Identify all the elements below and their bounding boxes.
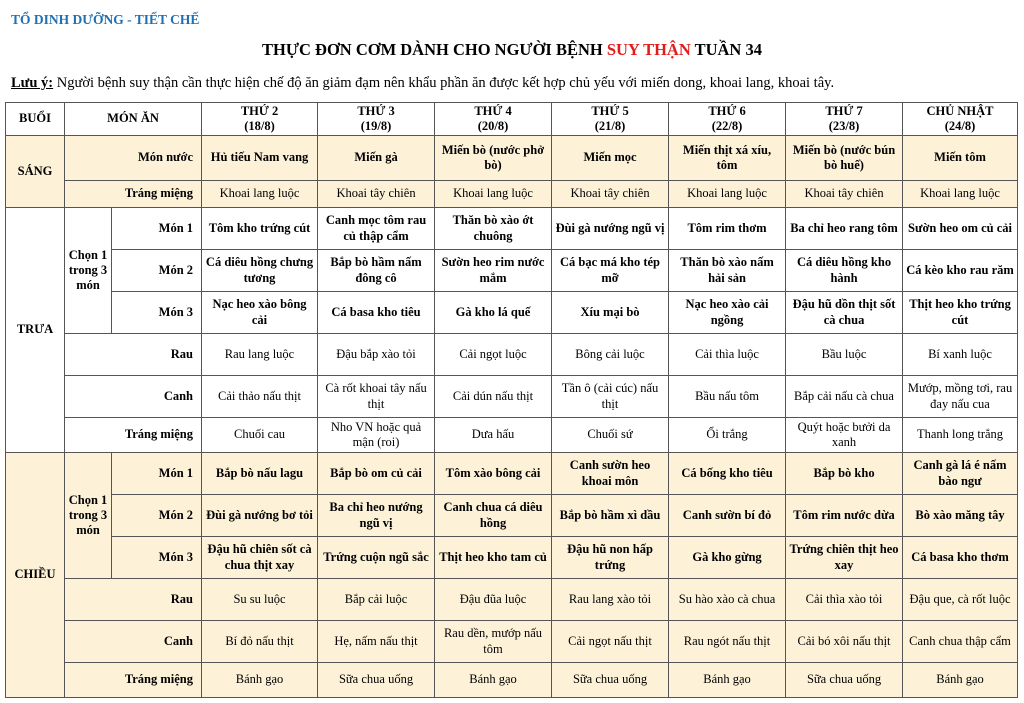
chieu-choice-0-day-7: Bắp bò kho bbox=[786, 453, 903, 495]
dish-label: Tráng miệng bbox=[65, 418, 202, 453]
trua-extra-0-day-3: Đậu bắp xào tỏi bbox=[318, 334, 435, 376]
dish-label: Rau bbox=[65, 579, 202, 621]
choice-label: Món 1 bbox=[112, 208, 202, 250]
trua-extra-1-day-5: Tần ô (cải cúc) nấu thịt bbox=[552, 376, 669, 418]
chieu-choice-1-day-6: Canh sườn bí đỏ bbox=[669, 495, 786, 537]
trua-extra-0-day-8: Bí xanh luộc bbox=[903, 334, 1018, 376]
chieu-extra-1-day-8: Canh chua thập cẩm bbox=[903, 621, 1018, 663]
sang-1-day-7: Khoai tây chiên bbox=[786, 181, 903, 208]
note-text: Người bệnh suy thận cần thực hiện chế độ ăn giảm đạm nên khẩu phần ăn được kết hợp chủ yếu với miến dong, khoai lang, khoai tây. bbox=[53, 75, 835, 91]
note bbox=[11, 75, 834, 92]
sang-row bbox=[6, 136, 1018, 181]
day-name: CHỦ NHẬT bbox=[926, 103, 994, 118]
chieu-choice-2-day-6: Gà kho gừng bbox=[669, 537, 786, 579]
dish-label: Rau bbox=[65, 334, 202, 376]
chieu-extra-1-day-3: Hẹ, nấm nấu thịt bbox=[318, 621, 435, 663]
page-title bbox=[0, 40, 1024, 60]
chieu-extra-row bbox=[6, 621, 1018, 663]
chieu-choice-2-day-8: Cá basa kho thơm bbox=[903, 537, 1018, 579]
meal-label-sang: SÁNG bbox=[6, 136, 65, 208]
note-label: Lưu ý: bbox=[11, 75, 54, 91]
chieu-choice-1-day-2: Đùi gà nướng bơ tỏi bbox=[202, 495, 318, 537]
trua-extra-2-day-5: Chuối sứ bbox=[552, 418, 669, 453]
chieu-extra-2-day-2: Bánh gạo bbox=[202, 663, 318, 698]
trua-choice-1-day-4: Sườn heo rim nước mắm bbox=[435, 250, 552, 292]
sang-0-day-8: Miến tôm bbox=[903, 136, 1018, 181]
chieu-extra-0-day-5: Rau lang xào tỏi bbox=[552, 579, 669, 621]
trua-extra-row bbox=[6, 376, 1018, 418]
day-name: THỨ 4 bbox=[474, 103, 512, 118]
trua-extra-2-day-3: Nho VN hoặc quả mận (roi) bbox=[318, 418, 435, 453]
trua-extra-0-day-7: Bầu luộc bbox=[786, 334, 903, 376]
chieu-choice-1-day-4: Canh chua cá diêu hồng bbox=[435, 495, 552, 537]
day-date: (19/8) bbox=[360, 119, 392, 133]
sang-1-day-6: Khoai lang luộc bbox=[669, 181, 786, 208]
choice-label: Món 3 bbox=[112, 537, 202, 579]
chieu-extra-0-day-6: Su hào xào cà chua bbox=[669, 579, 786, 621]
trua-extra-1-day-2: Cải thảo nấu thịt bbox=[202, 376, 318, 418]
trua-extra-0-day-4: Cải ngọt luộc bbox=[435, 334, 552, 376]
trua-extra-0-day-5: Bông cải luộc bbox=[552, 334, 669, 376]
title-main: THỰC ĐƠN CƠM DÀNH CHO NGƯỜI BỆNH bbox=[262, 40, 603, 59]
day-date: (22/8) bbox=[711, 119, 743, 133]
chieu-choice-row bbox=[6, 495, 1018, 537]
trua-choice-0-day-4: Thăn bò xào ớt chuông bbox=[435, 208, 552, 250]
trua-choice-2-day-3: Cá basa kho tiêu bbox=[318, 292, 435, 334]
chieu-extra-0-day-8: Đậu que, cà rốt luộc bbox=[903, 579, 1018, 621]
choice-label: Món 3 bbox=[112, 292, 202, 334]
chieu-extra-0-day-2: Su su luộc bbox=[202, 579, 318, 621]
trua-choice-0-day-2: Tôm kho trứng cút bbox=[202, 208, 318, 250]
trua-choice-0-day-3: Canh mọc tôm rau củ thập cẩm bbox=[318, 208, 435, 250]
chieu-choice-2-day-3: Trứng cuộn ngũ sắc bbox=[318, 537, 435, 579]
dish-label: Tráng miệng bbox=[65, 663, 202, 698]
menu-table bbox=[5, 102, 1018, 698]
chieu-choice-0-day-5: Canh sườn heo khoai môn bbox=[552, 453, 669, 495]
chieu-extra-2-day-8: Bánh gạo bbox=[903, 663, 1018, 698]
chieu-choice-0-day-8: Canh gà lá é nấm bào ngư bbox=[903, 453, 1018, 495]
day-date: (20/8) bbox=[477, 119, 509, 133]
trua-choice-2-day-6: Nạc heo xào cải ngồng bbox=[669, 292, 786, 334]
trua-extra-2-day-6: Ổi trắng bbox=[669, 418, 786, 453]
trua-choice-row bbox=[6, 292, 1018, 334]
chieu-choice-1-day-3: Ba chỉ heo nướng ngũ vị bbox=[318, 495, 435, 537]
sang-1-day-4: Khoai lang luộc bbox=[435, 181, 552, 208]
header-day-3 bbox=[318, 103, 435, 136]
header-meal: BUỔI bbox=[6, 103, 65, 136]
chieu-choice-0-day-2: Bắp bò nấu lagu bbox=[202, 453, 318, 495]
chieu-extra-2-day-5: Sữa chua uống bbox=[552, 663, 669, 698]
chieu-extra-0-day-3: Bắp cải luộc bbox=[318, 579, 435, 621]
trua-extra-1-day-4: Cải dún nấu thịt bbox=[435, 376, 552, 418]
header-day-2 bbox=[202, 103, 318, 136]
trua-extra-1-day-6: Bầu nấu tôm bbox=[669, 376, 786, 418]
sang-1-day-5: Khoai tây chiên bbox=[552, 181, 669, 208]
trua-choice-2-day-7: Đậu hũ dồn thịt sốt cà chua bbox=[786, 292, 903, 334]
chieu-extra-2-day-3: Sữa chua uống bbox=[318, 663, 435, 698]
chieu-extra-row bbox=[6, 663, 1018, 698]
chieu-extra-1-day-2: Bí đỏ nấu thịt bbox=[202, 621, 318, 663]
trua-choice-row bbox=[6, 208, 1018, 250]
trua-extra-0-day-2: Rau lang luộc bbox=[202, 334, 318, 376]
sang-0-day-3: Miến gà bbox=[318, 136, 435, 181]
chieu-choice-1-day-8: Bò xào măng tây bbox=[903, 495, 1018, 537]
meal-label-trua: TRƯA bbox=[6, 208, 65, 453]
chieu-extra-row bbox=[6, 579, 1018, 621]
sang-1-day-3: Khoai tây chiên bbox=[318, 181, 435, 208]
dish-label: Tráng miệng bbox=[65, 181, 202, 208]
chieu-extra-1-day-5: Cải ngọt nấu thịt bbox=[552, 621, 669, 663]
trua-choice-1-day-7: Cá diêu hồng kho hành bbox=[786, 250, 903, 292]
day-date: (24/8) bbox=[944, 119, 976, 133]
chieu-extra-2-day-7: Sữa chua uống bbox=[786, 663, 903, 698]
title-highlight: SUY THẬN bbox=[606, 40, 691, 59]
chieu-extra-0-day-7: Cải thìa xào tỏi bbox=[786, 579, 903, 621]
trua-extra-2-day-7: Quýt hoặc bưởi da xanh bbox=[786, 418, 903, 453]
day-date: (21/8) bbox=[594, 119, 626, 133]
meal-label-chieu: CHIỀU bbox=[6, 453, 65, 698]
choice-label: Món 1 bbox=[112, 453, 202, 495]
trua-extra-1-day-7: Bắp cải nấu cà chua bbox=[786, 376, 903, 418]
sang-0-day-5: Miến mọc bbox=[552, 136, 669, 181]
trua-extra-row bbox=[6, 334, 1018, 376]
sang-0-day-4: Miến bò (nước phở bò) bbox=[435, 136, 552, 181]
trua-choice-0-day-8: Sườn heo om củ cải bbox=[903, 208, 1018, 250]
trua-choice-2-day-2: Nạc heo xào bông cải bbox=[202, 292, 318, 334]
chieu-extra-0-day-4: Đậu đũa luộc bbox=[435, 579, 552, 621]
sang-row bbox=[6, 181, 1018, 208]
chieu-choice-0-day-4: Tôm xào bông cải bbox=[435, 453, 552, 495]
chieu-choice-2-day-7: Trứng chiên thịt heo xay bbox=[786, 537, 903, 579]
chieu-extra-1-day-7: Cải bó xôi nấu thịt bbox=[786, 621, 903, 663]
header-day-5 bbox=[552, 103, 669, 136]
trua-choice-0-day-5: Đùi gà nướng ngũ vị bbox=[552, 208, 669, 250]
chieu-choice-row bbox=[6, 453, 1018, 495]
chieu-extra-2-day-4: Bánh gạo bbox=[435, 663, 552, 698]
header-day-4 bbox=[435, 103, 552, 136]
trua-choice-0-day-7: Ba chỉ heo rang tôm bbox=[786, 208, 903, 250]
chieu-choice-2-day-4: Thịt heo kho tam củ bbox=[435, 537, 552, 579]
trua-choice-0-day-6: Tôm rim thơm bbox=[669, 208, 786, 250]
day-name: THỨ 5 bbox=[591, 103, 629, 118]
sang-0-day-6: Miến thịt xá xíu, tôm bbox=[669, 136, 786, 181]
trua-extra-2-day-8: Thanh long trắng bbox=[903, 418, 1018, 453]
chieu-choice-row bbox=[6, 537, 1018, 579]
chieu-choice-2-day-2: Đậu hũ chiên sốt cà chua thịt xay bbox=[202, 537, 318, 579]
chieu-choice-0-day-3: Bắp bò om củ cải bbox=[318, 453, 435, 495]
trua-extra-0-day-6: Cải thìa luộc bbox=[669, 334, 786, 376]
department-name: TỔ DINH DƯỠNG - TIẾT CHẾ bbox=[11, 12, 200, 27]
trua-choice-1-day-5: Cá bạc má kho tép mỡ bbox=[552, 250, 669, 292]
title-week: TUẦN 34 bbox=[694, 40, 762, 59]
chieu-extra-2-day-6: Bánh gạo bbox=[669, 663, 786, 698]
header-day-6 bbox=[669, 103, 786, 136]
trua-choice-1-day-3: Bắp bò hầm nấm đông cô bbox=[318, 250, 435, 292]
dish-label: Món nước bbox=[65, 136, 202, 181]
trua-extra-1-day-3: Cà rốt khoai tây nấu thịt bbox=[318, 376, 435, 418]
chieu-extra-1-day-6: Rau ngót nấu thịt bbox=[669, 621, 786, 663]
sang-0-day-7: Miến bò (nước bún bò huế) bbox=[786, 136, 903, 181]
header-row bbox=[6, 103, 1018, 136]
choose-one-note: Chọn 1 trong 3 món bbox=[65, 208, 112, 334]
day-name: THỨ 3 bbox=[357, 103, 395, 118]
chieu-choice-0-day-6: Cá bống kho tiêu bbox=[669, 453, 786, 495]
dish-label: Canh bbox=[65, 376, 202, 418]
day-name: THỨ 6 bbox=[708, 103, 746, 118]
choose-one-note: Chọn 1 trong 3 món bbox=[65, 453, 112, 579]
trua-choice-1-day-6: Thăn bò xào nấm hải sản bbox=[669, 250, 786, 292]
chieu-choice-1-day-5: Bắp bò hầm xì dầu bbox=[552, 495, 669, 537]
trua-choice-2-day-5: Xíu mại bò bbox=[552, 292, 669, 334]
chieu-choice-2-day-5: Đậu hũ non hấp trứng bbox=[552, 537, 669, 579]
trua-choice-2-day-8: Thịt heo kho trứng cút bbox=[903, 292, 1018, 334]
chieu-choice-1-day-7: Tôm rim nước dừa bbox=[786, 495, 903, 537]
trua-extra-2-day-2: Chuối cau bbox=[202, 418, 318, 453]
trua-extra-row bbox=[6, 418, 1018, 453]
day-name: THỨ 7 bbox=[825, 103, 863, 118]
dish-label: Canh bbox=[65, 621, 202, 663]
sang-1-day-8: Khoai lang luộc bbox=[903, 181, 1018, 208]
day-name: THỨ 2 bbox=[240, 103, 279, 118]
header-dish: MÓN ĂN bbox=[65, 103, 202, 136]
choice-label: Món 2 bbox=[112, 495, 202, 537]
chieu-extra-1-day-4: Rau dền, mướp nấu tôm bbox=[435, 621, 552, 663]
header-day-8 bbox=[903, 103, 1018, 136]
sang-0-day-2: Hủ tiếu Nam vang bbox=[202, 136, 318, 181]
trua-choice-1-day-2: Cá diêu hồng chưng tương bbox=[202, 250, 318, 292]
trua-choice-1-day-8: Cá kèo kho rau răm bbox=[903, 250, 1018, 292]
day-date: (23/8) bbox=[828, 119, 860, 133]
trua-extra-2-day-4: Dưa hấu bbox=[435, 418, 552, 453]
trua-extra-1-day-8: Mướp, mồng tơi, rau đay nấu cua bbox=[903, 376, 1018, 418]
day-date: (18/8) bbox=[244, 119, 275, 133]
choice-label: Món 2 bbox=[112, 250, 202, 292]
trua-choice-row bbox=[6, 250, 1018, 292]
header-day-7 bbox=[786, 103, 903, 136]
sang-1-day-2: Khoai lang luộc bbox=[202, 181, 318, 208]
trua-choice-2-day-4: Gà kho lá quế bbox=[435, 292, 552, 334]
